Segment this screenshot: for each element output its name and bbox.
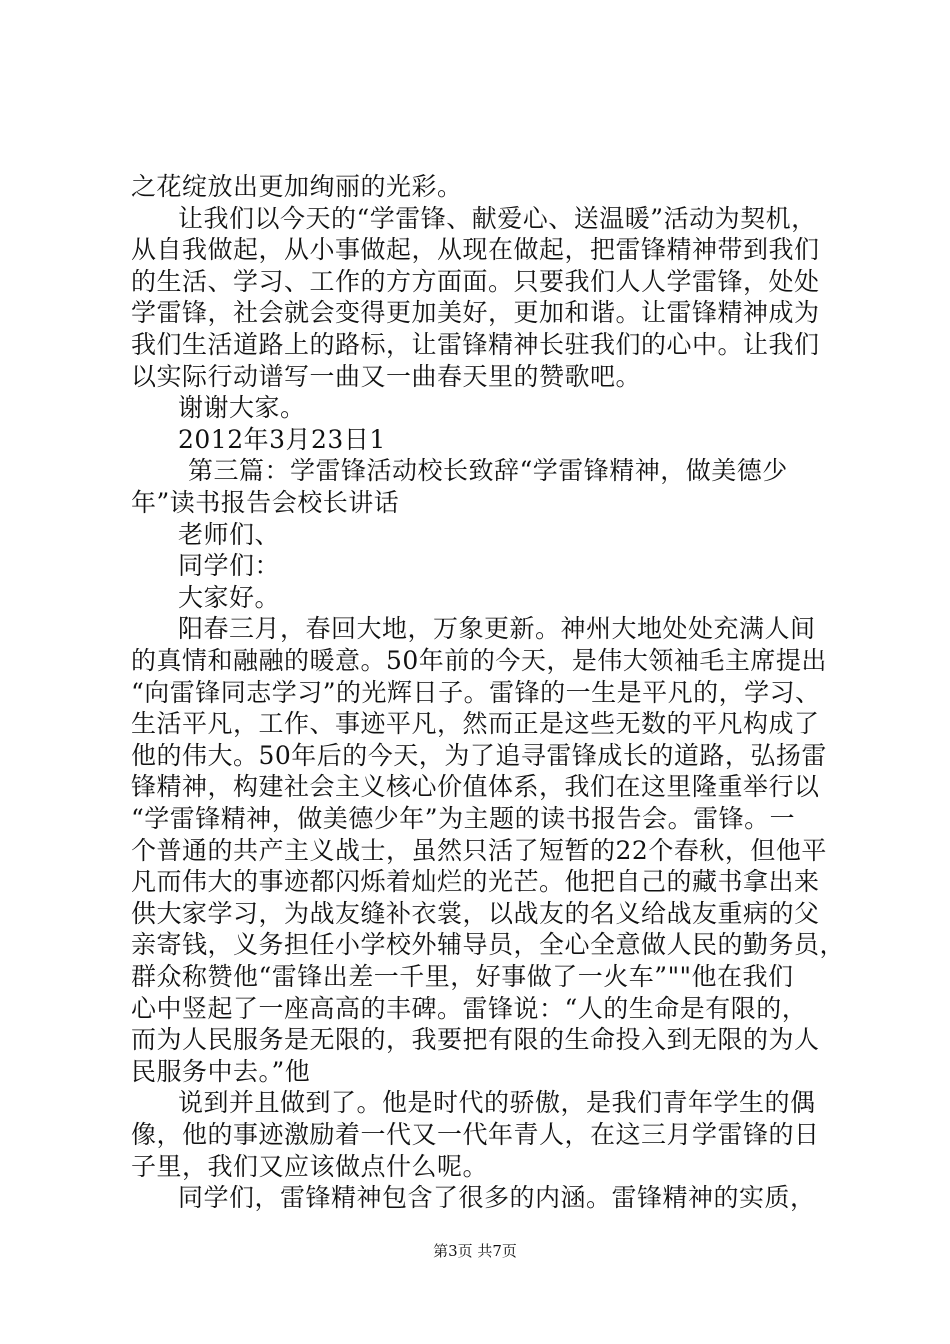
text-line: 的真情和融融的暖意。50年前的今天，是伟大领袖毛主席提出 (131, 646, 827, 675)
section-heading: 第三篇：学雷锋活动校长致辞“学雷锋精神，做美德少 (188, 456, 788, 485)
text-line: 子里，我们又应该做点什么呢。 (131, 1152, 489, 1181)
text-line: 民服务中去。”他 (131, 1057, 311, 1086)
section-heading: 年”读书报告会校长讲话 (131, 488, 400, 517)
text-line: 老师们、 (178, 520, 281, 549)
text-line: 谢谢大家。 (178, 393, 306, 422)
text-line: 他的伟大。50年后的今天，为了追寻雷锋成长的道路，弘扬雷 (131, 741, 827, 770)
text-line: 生活平凡，工作、事迹平凡，然而正是这些无数的平凡构成了 (131, 709, 820, 738)
text-line: 说到并且做到了。他是时代的骄傲，是我们青年学生的偶 (178, 1088, 816, 1117)
text-line: 从自我做起，从小事做起，从现在做起，把雷锋精神带到我们 (131, 235, 820, 264)
page-footer: 第3页 共7页 (433, 1242, 517, 1260)
text-line: 而为人民服务是无限的，我要把有限的生命投入到无限的为人 (131, 1025, 820, 1054)
text-line: 锋精神，构建社会主义核心价值体系，我们在这里隆重举行以 (131, 772, 820, 801)
date-line: 2012年3月23日1 (178, 425, 386, 454)
text-line: “学雷锋精神，做美德少年”为主题的读书报告会。雷锋。一 (131, 804, 796, 833)
text-line: 阳春三月，春回大地，万象更新。神州大地处处充满人间 (178, 614, 816, 643)
text-line: 大家好。 (178, 583, 281, 612)
text-line: 我们生活道路上的路标，让雷锋精神长驻我们的心中。让我们 (131, 330, 820, 359)
text-line: 供大家学习，为战友缝补衣裳，以战友的名义给战友重病的父 (131, 899, 820, 928)
text-line: 同学们，雷锋精神包含了很多的内涵。雷锋精神的实质， (178, 1183, 816, 1212)
text-line: 之花绽放出更加绚丽的光彩。 (131, 172, 463, 201)
text-line: 同学们： (178, 551, 281, 580)
text-line: 亲寄钱，义务担任小学校外辅导员，全心全意做人民的勤务员， (131, 930, 846, 959)
text-line: 的生活、学习、工作的方方面面。只要我们人人学雷锋，处处 (131, 267, 820, 296)
text-line: “向雷锋同志学习”的光辉日子。雷锋的一生是平凡的，学习、 (131, 678, 821, 707)
text-line: 个普通的共产主义战士，虽然只活了短暂的22个春秋，但他平 (131, 836, 827, 865)
text-line: 凡而伟大的事迹都闪烁着灿烂的光芒。他把自己的藏书拿出来 (131, 867, 820, 896)
text-line: 群众称赞他“雷锋出差一千里，好事做了一火车”""他在我们 (131, 962, 794, 991)
text-line: 以实际行动谱写一曲又一曲春天里的赞歌吧。 (131, 362, 642, 391)
text-line: 像，他的事迹激励着一代又一代年青人，在这三月学雷锋的日 (131, 1120, 820, 1149)
text-line: 让我们以今天的“学雷锋、献爱心、送温暖”活动为契机， (178, 204, 817, 233)
text-line: 心中竖起了一座高高的丰碑。雷锋说：“人的生命是有限的， (131, 994, 808, 1023)
text-line: 学雷锋，社会就会变得更加美好，更加和谐。让雷锋精神成为 (131, 298, 820, 327)
